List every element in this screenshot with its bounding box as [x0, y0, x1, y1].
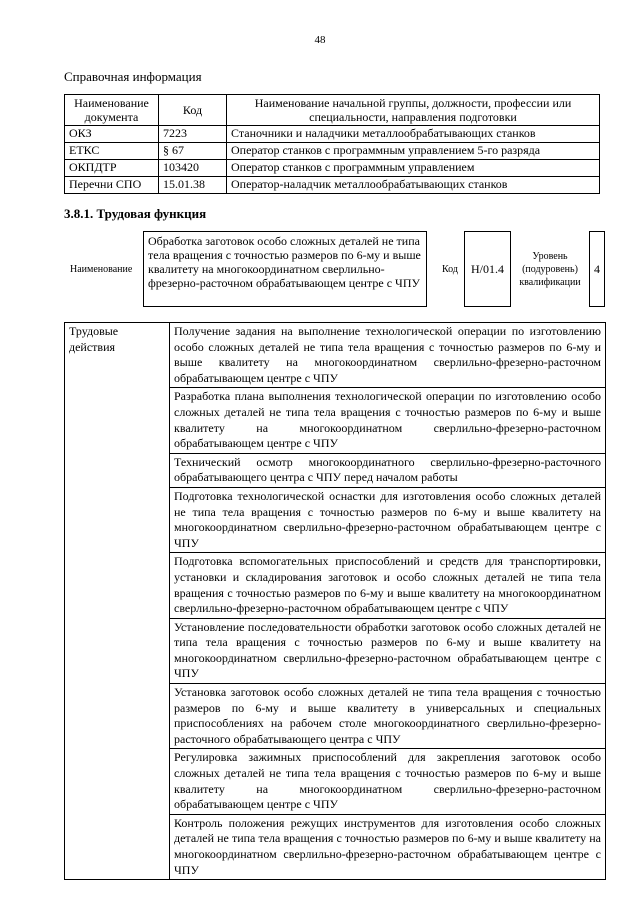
labor-action-item: Установка заготовок особо сложных деталей не типа тела вращения с точностью размеров по 6-му и выше квалитету в универсальных и специальных приспособлениях на рабочем столе многокоординатного сверлильно-фрезерно-расточного обрабатывающего центра с ЧПУ: [170, 684, 606, 749]
table-row: [65, 177, 600, 194]
table-cell: Оператор станков с программным управлением: [227, 160, 600, 177]
column-header: Наименование начальной группы, должности, профессии или специальности, направления подготовки: [227, 95, 600, 126]
labor-action-item: Получение задания на выполнение технологической операции по изготовлению особо сложных деталей не типа тела вращения с точностью размеров по 6-му и выше квалитету на многокоординатном сверлильно-фрезерно-расточном обрабатывающем центре с ЧПУ: [170, 323, 606, 388]
labor-action-item: Подготовка вспомогательных приспособлений и средств для транспортировки, установки и складирования заготовок и особо сложных деталей не типа тела вращения с точностью размеров по 6-му и выше квалитету на многокоординатном сверлильно-фрезерно-расточном обрабатывающем центре с ЧПУ: [170, 553, 606, 618]
function-name: Обработка заготовок особо сложных деталей не типа тела вращения с точностью размеров по 6-му и выше квалитету на многокоординатном сверлильно-фрезерно-расточном обрабатывающем центре с ЧПУ: [143, 231, 427, 307]
table-cell: Оператор станков с программным управлением 5-го разряда: [227, 143, 600, 160]
labor-action-item: Регулировка зажимных приспособлений для закрепления заготовок особо сложных деталей не типа тела вращения с точностью размеров по 6-му и выше квалитету на многокоординатном сверлильно-фрезерно-расточном обрабатывающем центре с ЧПУ: [170, 749, 606, 814]
section-heading: Справочная информация: [64, 69, 202, 84]
labor-action-item: Контроль положения режущих инструментов для изготовления особо сложных деталей не типа тела вращения с точностью размеров по 6-му и выше квалитету на многокоординатном сверлильно-фрезерно-расточном обрабатывающем центре с ЧПУ: [170, 814, 606, 879]
qualification-level: 4: [589, 231, 605, 307]
labor-action-item: Подготовка технологической оснастки для изготовления особо сложных деталей не типа тела вращения с точностью размеров по 6-му и выше квалитету на многокоординатном сверлильно-фрезерно-расточном обрабатывающем центре с ЧПУ: [170, 487, 606, 552]
table-cell: ОКПДТР: [65, 160, 159, 177]
table-row: [65, 143, 600, 160]
column-header: Наименование документа: [65, 95, 159, 126]
page-number: 48: [314, 34, 326, 46]
table-cell: Станочники и наладчики металлообрабатывающих станков: [227, 126, 600, 143]
labor-action-item: Разработка плана выполнения технологической операции по изготовлению особо сложных деталей не типа тела вращения с точностью размеров по 6-му и выше квалитету на многокоординатном сверлильно-фрезерно-расточном обрабатывающем центре с ЧПУ: [170, 388, 606, 453]
function-code-label: Код: [442, 264, 458, 275]
function-title: 3.8.1. Трудовая функция: [64, 206, 207, 221]
function-name-label: Наименование: [70, 264, 133, 275]
table-row: [65, 323, 606, 388]
table-cell: 7223: [159, 126, 227, 143]
table-cell: 15.01.38: [159, 177, 227, 194]
table-cell: Перечни СПО: [65, 177, 159, 194]
reference-table: [64, 94, 600, 194]
qualification-level-label: Уровень (подуровень) квалификации: [519, 251, 581, 288]
table-header-row: [65, 95, 600, 126]
labor-actions-label: Трудовые действия: [65, 323, 170, 880]
labor-action-item: Установление последовательности обработки заготовок особо сложных деталей не типа тела вращения с точностью размеров по 6-му и выше квалитету на многокоординатном сверлильно-фрезерно-расточном обрабатывающем центре с ЧПУ: [170, 618, 606, 683]
column-header: Код: [159, 95, 227, 126]
table-cell: Оператор-наладчик металлообрабатывающих станков: [227, 177, 600, 194]
table-cell: ЕТКС: [65, 143, 159, 160]
table-row: [65, 160, 600, 177]
table-cell: ОКЗ: [65, 126, 159, 143]
table-cell: § 67: [159, 143, 227, 160]
table-row: [65, 126, 600, 143]
table-cell: 103420: [159, 160, 227, 177]
labor-action-item: Технический осмотр многокоординатного сверлильно-фрезерно-расточного обрабатывающего центра с ЧПУ перед началом работы: [170, 453, 606, 487]
labor-actions-table: [64, 322, 606, 880]
function-code: H/01.4: [464, 231, 511, 307]
